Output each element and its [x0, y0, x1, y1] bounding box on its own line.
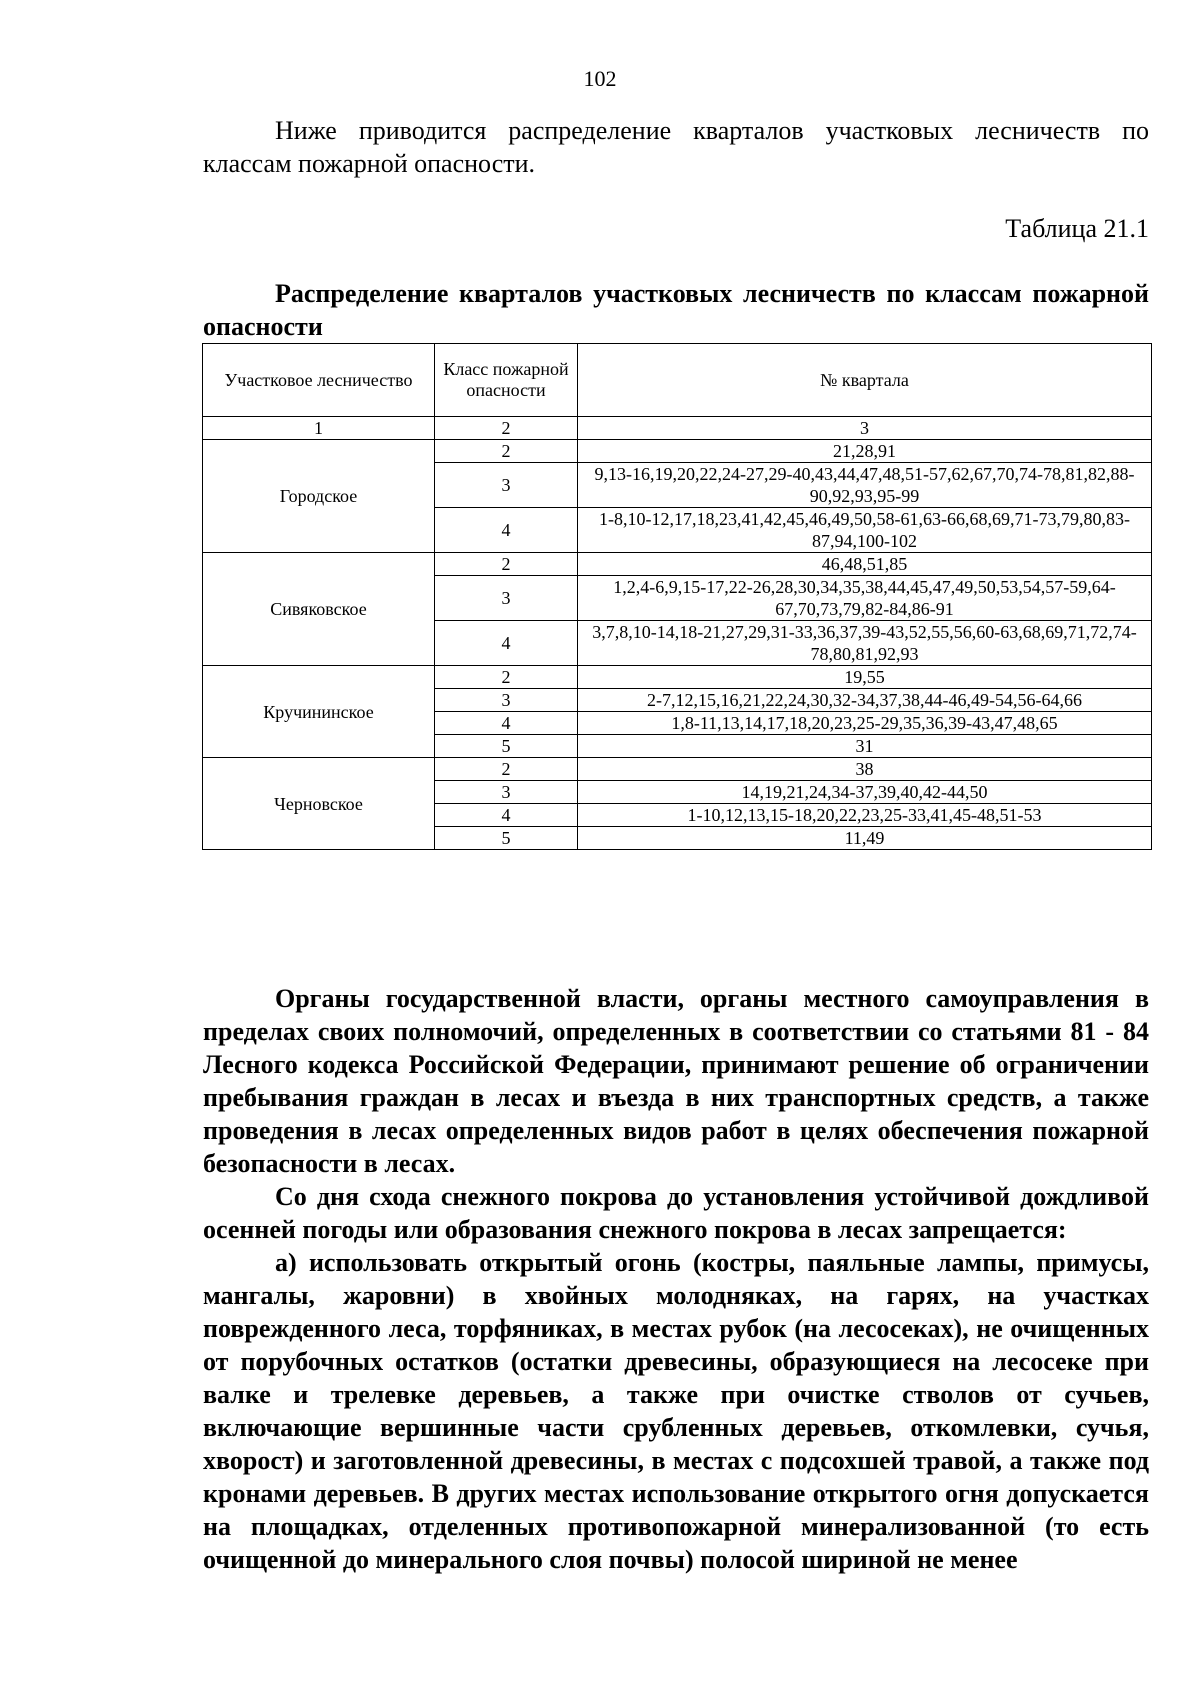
class-cell: 3	[435, 463, 578, 508]
quarters-cell: 38	[578, 758, 1152, 781]
table-column-number-row	[203, 417, 1152, 440]
quarters-cell: 31	[578, 735, 1152, 758]
class-cell: 2	[435, 666, 578, 689]
paragraph-authorities: Органы государственной власти, органы местного самоуправления в пределах своих полномочий, определенных в соответствии со статьями 81 - 84 Лесного кодекса Российской Федерации, принимают решение об ограничении пребывания граждан в лесах и въезда в них транспортных средств, а также проведения в лесах определенных видов работ в целях обеспечения пожарной безопасности в лесах.	[203, 984, 1149, 1178]
header-forestry: Участковое лесничество	[203, 344, 435, 417]
header-class: Класс пожарной опасности	[435, 344, 578, 417]
column-number: 3	[578, 417, 1152, 440]
class-cell: 5	[435, 827, 578, 850]
class-cell: 4	[435, 712, 578, 735]
quarters-cell: 19,55	[578, 666, 1152, 689]
quarters-cell: 1-8,10-12,17,18,23,41,42,45,46,49,50,58-61,63-66,68,69,71-73,79,80,83-87,94,100-102	[578, 508, 1152, 553]
table-header-row	[203, 344, 1152, 417]
forestry-cell: Кручининское	[203, 666, 435, 758]
quarters-cell: 3,7,8,10-14,18-21,27,29,31-33,36,37,39-43,52,55,56,60-63,68,69,71,72,74-78,80,81,92,93	[578, 621, 1152, 666]
class-cell: 2	[435, 440, 578, 463]
class-cell: 4	[435, 508, 578, 553]
table-number: Таблица 21.1	[1005, 214, 1149, 243]
column-number: 1	[203, 417, 435, 440]
fire-danger-table	[202, 343, 1152, 850]
forestry-cell: Черновское	[203, 758, 435, 850]
table-row	[203, 666, 1152, 689]
quarters-cell: 1,2,4-6,9,15-17,22-26,28,30,34,35,38,44,45,47,49,50,53,54,57-59,64-67,70,73,79,82-84,86-91	[578, 576, 1152, 621]
table-row	[203, 758, 1152, 781]
paragraph-prohibitions-intro: Со дня схода снежного покрова до установления устойчивой дождливой осенней погоды или образования снежного покрова в лесах запрещается:	[203, 1182, 1149, 1244]
column-number: 2	[435, 417, 578, 440]
quarters-cell: 2-7,12,15,16,21,22,24,30,32-34,37,38,44-46,49-54,56-64,66	[578, 689, 1152, 712]
table-caption: Распределение кварталов участковых лесничеств по классам пожарной опасности	[203, 279, 1149, 341]
class-cell: 3	[435, 576, 578, 621]
header-quarter: № квартала	[578, 344, 1152, 417]
quarters-cell: 9,13-16,19,20,22,24-27,29-40,43,44,47,48,51-57,62,67,70,74-78,81,82,88-90,92,93,95-99	[578, 463, 1152, 508]
class-cell: 2	[435, 553, 578, 576]
class-cell: 3	[435, 689, 578, 712]
quarters-cell: 11,49	[578, 827, 1152, 850]
quarters-cell: 14,19,21,24,34-37,39,40,42-44,50	[578, 781, 1152, 804]
paragraph-item-a: а) использовать открытый огонь (костры, паяльные лампы, примусы, мангалы, жаровни) в хвойных молодняках, на гарях, на участках поврежденного леса, торфяниках, в местах рубок (на лесосеках), не очищенных от порубочных остатков (остатки древесины, образующиеся на лесосеке при валке и трелевке деревьев, а также при очистке стволов от сучьев, включающие вершинные части срубленных деревьев, откомлевки, сучья, хворост) и заготовленной древесины, в местах с подсохшей травой, а также под кронами деревьев. В других местах использование открытого огня допускается на площадках, отделенных противопожарной минерализованной (то есть очищенной до минерального слоя почвы) полосой шириной не менее	[203, 1248, 1149, 1574]
quarters-cell: 46,48,51,85	[578, 553, 1152, 576]
forestry-cell: Сивяковское	[203, 553, 435, 666]
page-number: 102	[583, 66, 617, 91]
class-cell: 5	[435, 735, 578, 758]
quarters-cell: 1-10,12,13,15-18,20,22,23,25-33,41,45-48,51-53	[578, 804, 1152, 827]
class-cell: 4	[435, 621, 578, 666]
intro-paragraph: Ниже приводится распределение кварталов участковых лесничеств по классам пожарной опасности.	[203, 116, 1149, 178]
quarters-cell: 1,8-11,13,14,17,18,20,23,25-29,35,36,39-43,47,48,65	[578, 712, 1152, 735]
quarters-cell: 21,28,91	[578, 440, 1152, 463]
class-cell: 3	[435, 781, 578, 804]
table-row	[203, 553, 1152, 576]
table-row	[203, 440, 1152, 463]
forestry-cell: Городское	[203, 440, 435, 553]
class-cell: 2	[435, 758, 578, 781]
class-cell: 4	[435, 804, 578, 827]
